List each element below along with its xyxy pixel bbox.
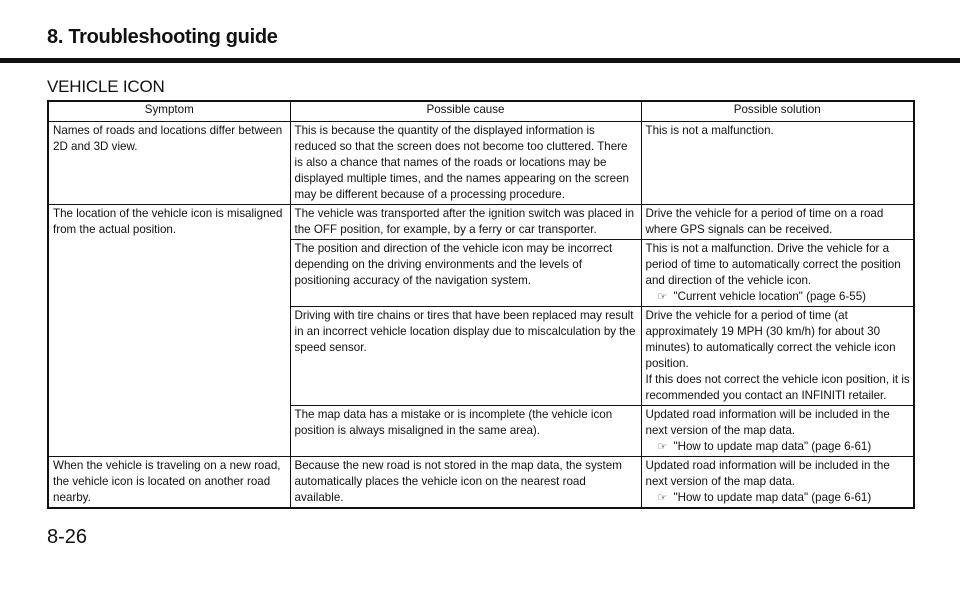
symptom-cell: Names of roads and locations differ between 2D and 3D view. — [48, 122, 290, 205]
table-row — [48, 122, 914, 205]
cause-cell: Driving with tire chains or tires that have been replaced may result in an incorrect vehicle location display due to miscalculation by the speed sensor. — [290, 307, 641, 406]
column-header-solution: Possible solution — [641, 101, 914, 122]
reference-hand-icon: ☞ — [657, 441, 668, 453]
table-header — [48, 101, 914, 122]
solution-text: Updated road information will be included in the next version of the map data. — [645, 408, 890, 437]
solution-cell — [641, 457, 914, 509]
solution-cell: This is not a malfunction. — [641, 122, 914, 205]
solution-text: Updated road information will be included in the next version of the map data. — [645, 459, 890, 488]
header-divider — [0, 58, 960, 63]
solution-cell — [641, 406, 914, 457]
page-title: 8. Troubleshooting guide — [47, 26, 278, 48]
cause-cell: The position and direction of the vehicle icon may be incorrect depending on the driving environments and the levels of positioning accuracy of the navigation system. — [290, 240, 641, 307]
cause-cell: The vehicle was transported after the ignition switch was placed in the OFF position, for example, by a ferry or car transporter. — [290, 205, 641, 240]
reference-hand-icon: ☞ — [657, 492, 668, 504]
reference-hand-icon: ☞ — [657, 291, 668, 303]
column-header-cause: Possible cause — [290, 101, 641, 122]
solution-cell — [641, 240, 914, 307]
solution-text-extra: If this does not correct the vehicle icon position, it is recommended you contact an INFINITI retailer. — [645, 373, 910, 402]
troubleshooting-table — [47, 100, 915, 509]
reference-link[interactable]: "Current vehicle location" (page 6-55) — [673, 290, 867, 303]
solution-cell — [641, 307, 914, 406]
solution-text: This is not a malfunction. Drive the vehicle for a period of time to automatically correct the position and direction of the vehicle icon. — [645, 242, 901, 287]
cause-cell: Because the new road is not stored in the map data, the system automatically places the vehicle icon on the nearest road available. — [290, 457, 641, 509]
page-content — [47, 100, 913, 549]
section-title: VEHICLE ICON — [47, 77, 165, 96]
table-row — [48, 205, 914, 240]
reference-link[interactable]: "How to update map data" (page 6-61) — [673, 491, 872, 504]
table-row — [48, 457, 914, 509]
page-reference[interactable] — [646, 289, 911, 305]
page-reference[interactable] — [646, 439, 911, 455]
reference-link[interactable]: "How to update map data" (page 6-61) — [673, 440, 872, 453]
page-reference[interactable] — [646, 490, 911, 506]
symptom-cell: When the vehicle is traveling on a new road, the vehicle icon is located on another road nearby. — [48, 457, 290, 509]
column-header-symptom: Symptom — [48, 101, 290, 122]
solution-cell: Drive the vehicle for a period of time on a road where GPS signals can be received. — [641, 205, 914, 240]
page-number: 8-26 — [47, 526, 88, 548]
cause-cell: The map data has a mistake or is incomplete (the vehicle icon position is always misaligned in the same area). — [290, 406, 641, 457]
symptom-cell: The location of the vehicle icon is misaligned from the actual position. — [48, 205, 290, 457]
solution-text: Drive the vehicle for a period of time (at approximately 19 MPH (30 km/h) for about 30 minutes) to automatically correct the vehicle icon position. — [645, 309, 896, 370]
cause-cell: This is because the quantity of the displayed information is reduced so that the screen does not become too cluttered. There is also a chance that names of the roads or locations may be displayed multiple times, and the names appearing on the screen may be different because of a processing procedure. — [290, 122, 641, 205]
